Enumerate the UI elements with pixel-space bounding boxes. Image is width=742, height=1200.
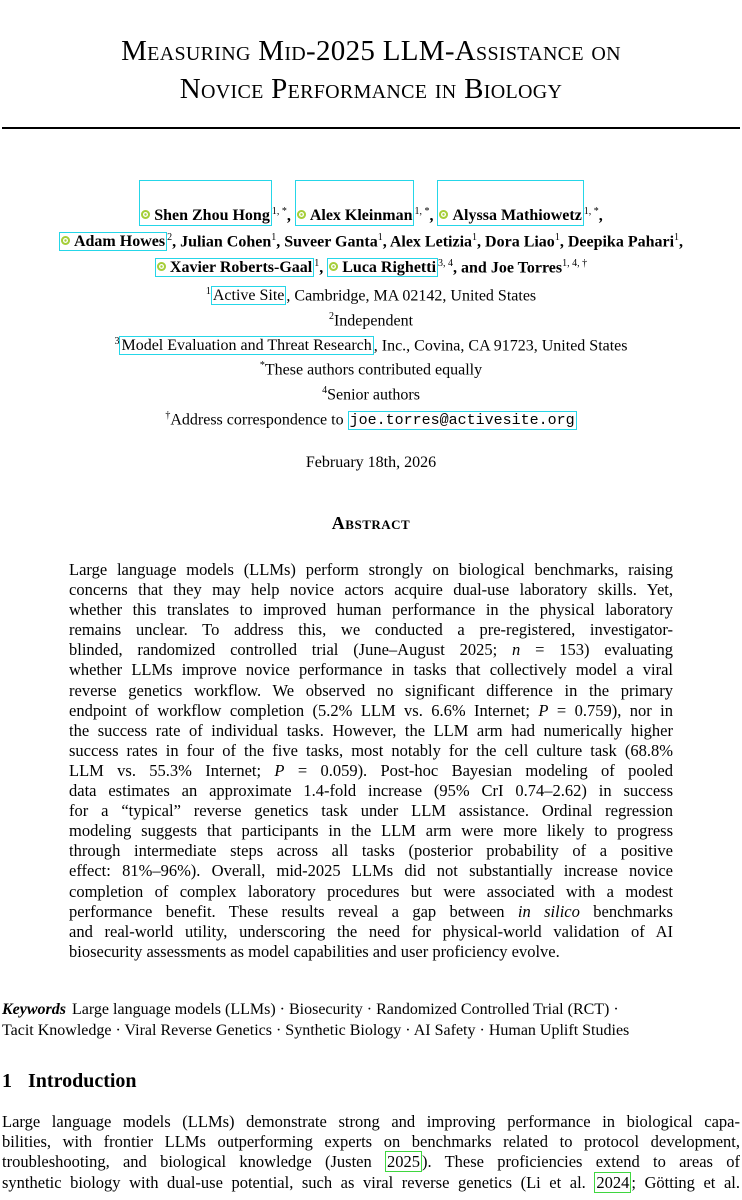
introduction-body [2, 1112, 740, 1193]
abstract-line: and real-world utility, underscoring the need for physical-world validation of AI [69, 921, 673, 941]
intro-line [2, 1152, 740, 1172]
text-run: blinded, randomized controlled trial (June–August 2025; [69, 640, 513, 660]
affiliation-3 [0, 332, 742, 357]
affiliation-1 [0, 282, 742, 307]
math-variable: P [538, 700, 549, 720]
publication-date: February 18th, 2026 [305, 454, 437, 471]
email-link[interactable]: joe.torres@activesite.org [349, 412, 575, 430]
equal-contribution-note [0, 356, 742, 381]
paper-title [0, 32, 742, 108]
author-affiliation-mark: 1 [674, 231, 680, 243]
abstract-line: concerns that they may help novice actors acquire dual-use laboratory skills. Yet, [69, 580, 673, 600]
affiliation-2 [0, 307, 742, 332]
note-mark: 4 [322, 385, 328, 397]
author-name: Joe Torres [490, 258, 563, 276]
author-line-3: Xavier Roberts-Gaal $^1$, Luca Righetti $^{3, 4}$, and Joe Torres$^{1, 4, \dagger}$ [0, 253, 742, 279]
author-link-hong[interactable] [139, 180, 272, 226]
abstract-line [69, 761, 673, 781]
note-text: These authors contributed equally [264, 361, 483, 379]
author-affiliation-mark: 1, * [583, 206, 599, 217]
abstract-line [69, 640, 673, 660]
affiliation-text: Independent [333, 312, 414, 330]
text-run: performance benefit. These results reveal a gap between [69, 901, 518, 921]
math-variable: n [512, 640, 521, 660]
citation-link[interactable]: 2025 [387, 1152, 420, 1172]
abstract-body [69, 560, 673, 962]
author-link-righetti[interactable] [327, 258, 438, 277]
author-affiliation-mark: 1, * [414, 206, 430, 217]
intro-line: Large language models (LLMs) demonstrate strong and improving performance in biological capa- [2, 1112, 740, 1131]
author-line-1: Shen Zhou Hong $^{1, *}$, Alex Kleinman $^{1, *}$, Alyssa Mathiowetz $^{1, *}$, [0, 201, 742, 227]
text-run: synthetic biology with dual-use potential, such as viral reverse genetics (Li et al. [2, 1172, 595, 1192]
text-run: = 0.759), nor in [548, 700, 673, 720]
title-rule [2, 127, 740, 129]
correspondence-note [0, 406, 742, 432]
abstract-line: whether LLMs improve novice performance in tasks that collectively model a viral [69, 660, 673, 680]
author-name: Alex Kleinman [309, 207, 413, 225]
note-text: Senior authors [327, 386, 420, 404]
note-mark: * [259, 360, 265, 372]
text-run: endpoint of workflow completion (5.2% LLM vs. 6.6% Internet; [69, 700, 539, 720]
keywords [2, 999, 740, 1041]
author-link-howes[interactable] [59, 232, 167, 251]
metr-link[interactable]: Model Evaluation and Threat Research [121, 336, 372, 354]
abstract-line: for a “typical” reverse genetics task under LLM assistance. Ordinal regression [69, 801, 673, 821]
abstract-line: Large language models (LLMs) perform strongly on biological benchmarks, raising [69, 560, 673, 579]
abstract-heading: Abstract [331, 513, 411, 533]
author-affiliation-mark: 1, * [271, 206, 287, 217]
author-name: Dora Liao [485, 233, 555, 251]
orcid-icon[interactable] [141, 210, 150, 219]
orcid-icon[interactable] [297, 210, 306, 219]
affiliation-text: , Inc., Covina, CA 91723, United States [373, 336, 628, 354]
affiliation-mark: 2 [328, 310, 334, 322]
author-affiliation-mark: 1 [554, 231, 560, 243]
note-mark: † [165, 410, 171, 422]
text-run: ). These proficiencies extend to areas of [422, 1152, 740, 1172]
orcid-icon[interactable] [157, 262, 166, 271]
text-run: = 0.059). Post-hoc Bayesian modeling of pooled [284, 760, 673, 780]
text-run: ; Götting et al. [631, 1172, 740, 1192]
abstract-line: biosecurity assessments as model capabilities and user proficiency evolve. [69, 941, 560, 961]
emphasis: in silico [517, 901, 580, 921]
affiliations [0, 282, 742, 432]
citation-link[interactable]: 2024 [596, 1172, 630, 1192]
math-variable: P [274, 760, 285, 780]
abstract-line [69, 701, 673, 721]
author-affiliation-mark: 3, 4 [438, 257, 454, 269]
title-line-2: Novice Performance in Biology [179, 73, 563, 105]
orcid-icon[interactable] [61, 236, 70, 245]
author-link-roberts-gaal[interactable] [155, 258, 314, 277]
intro-line: bilities, with frontier LLMs outperforming experts on benchmarks related to protocol development, [2, 1132, 740, 1152]
abstract-line: data estimates an approximate 1.4-fold increase (95% CrI 0.74–2.62) in success [69, 781, 673, 801]
author-name: Alyssa Mathiowetz [452, 207, 582, 225]
author-link-kleinman[interactable] [295, 180, 415, 226]
affiliation-mark: 1 [205, 286, 211, 297]
affiliation-text: , Cambridge, MA 02142, United States [286, 287, 537, 305]
intro-line [2, 1173, 740, 1193]
text-run: = 153) evaluating [520, 640, 673, 660]
author-name: Shen Zhou Hong [154, 207, 270, 225]
abstract-line: completion of complex laboratory procedures but were associated with a modest [69, 881, 673, 901]
senior-authors-note [0, 381, 742, 406]
text-run: LLM vs. 55.3% Internet; [69, 760, 275, 780]
note-text: Address correspondence to [170, 411, 348, 429]
author-affiliation-mark: 1 [314, 257, 320, 269]
abstract-line [69, 902, 673, 922]
author-affiliation-mark: 1, 4, † [562, 257, 588, 269]
author-name: Alex Letizia [389, 233, 473, 251]
keywords-line-1 [2, 999, 740, 1020]
active-site-link[interactable]: Active Site [212, 287, 285, 305]
author-name: Deepika Pahari [567, 233, 675, 251]
author-list [0, 201, 742, 278]
abstract-line: effect: 81%–96%). Overall, mid-2025 LLMs did not substantially increase novice [69, 861, 673, 881]
abstract-line: the success rate of individual tasks. However, the LLM arm had numerically higher [69, 720, 673, 740]
keywords-label: Keywords [2, 1001, 66, 1018]
abstract-line: remains unclear. To address this, we conducted a pre-registered, investigator- [69, 620, 673, 640]
abstract-line: reverse genetics workflow. We observed no significant difference in the primary [69, 680, 673, 700]
section-title: Introduction [28, 1070, 137, 1092]
author-name: Suveer Ganta [284, 233, 378, 251]
section-heading-introduction [2, 1070, 137, 1093]
author-line-2: Adam Howes $^2$, Julian Cohen$^1$, Suveer Ganta$^1$, Alex Letizia$^1$, Dora Liao$^1$, Deepika Pahari$^1$, [0, 227, 742, 253]
affiliation-mark: 3 [114, 335, 120, 347]
author-affiliation-mark: 1 [271, 231, 277, 243]
abstract-line: through intermediate steps across all tasks (posterior probability of a positive [69, 841, 673, 861]
keywords-line-2: Tacit Knowledge · Viral Reverse Genetics · Synthetic Biology · AI Safety · Human Uplift Studies [2, 1022, 630, 1039]
author-name: Xavier Roberts-Gaal [169, 258, 313, 276]
orcid-icon[interactable] [329, 262, 338, 271]
author-name: Adam Howes [73, 233, 166, 251]
keywords-text: Large language models (LLMs) · Biosecurity · Randomized Controlled Trial (RCT) · [72, 1001, 619, 1018]
title-line-1: Measuring Mid-2025 LLM-Assistance on [121, 35, 621, 67]
author-affiliation-mark: 2 [167, 231, 173, 243]
author-affiliation-mark: 1 [472, 231, 478, 243]
abstract-line: modeling suggests that participants in the LLM arm were more likely to progress [69, 821, 673, 841]
author-link-mathiowetz[interactable] [437, 180, 583, 226]
author-name: Luca Righetti [342, 258, 437, 276]
text-run: benchmarks [579, 901, 673, 921]
abstract-line: whether this translates to improved human performance in the physical laboratory [69, 600, 673, 620]
abstract-line: success rates in four of the five tasks, most notably for the cell culture task (68.8% [69, 740, 673, 760]
orcid-icon[interactable] [439, 210, 448, 219]
section-number: 1 [2, 1070, 12, 1092]
author-affiliation-mark: 1 [377, 231, 383, 243]
text-run: troubleshooting, and biological knowledge (Justen [2, 1152, 385, 1172]
author-conjunction: and [461, 258, 487, 276]
author-name: Julian Cohen [180, 233, 272, 251]
